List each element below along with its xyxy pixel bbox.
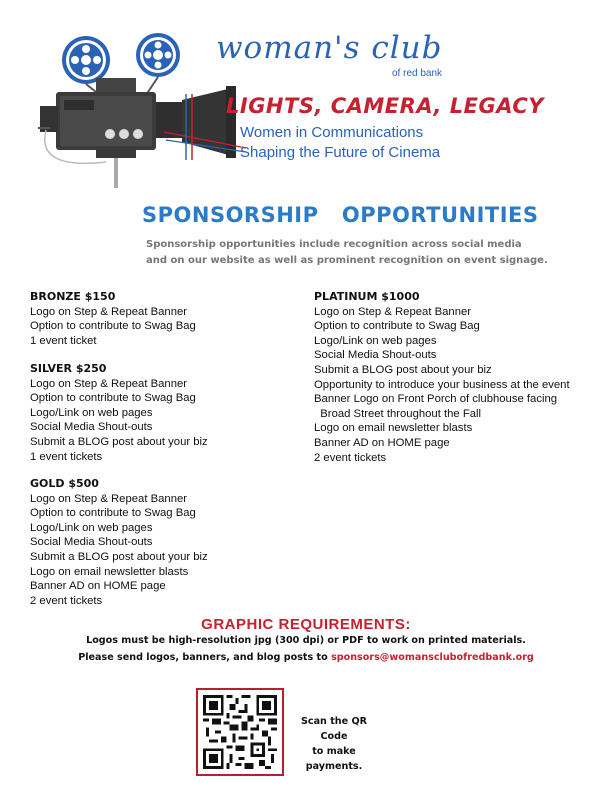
tier-gold [30, 477, 208, 608]
benefit-item: Logo/Link on web pages [30, 406, 153, 419]
benefit-item: Submit a BLOG post about your biz [30, 550, 208, 563]
benefit-item: Logo on Step & Repeat Banner [30, 377, 188, 390]
benefit-item: Banner AD on HOME page [30, 580, 166, 593]
sponsorship-title: SPONSORSHIP OPPORTUNITIES [142, 203, 539, 227]
sponsor-email-link[interactable]: sponsors@womansclubofredbank.org [331, 652, 534, 663]
benefit-item: Broad Street throughout the Fall [314, 407, 482, 420]
benefit-item: Social Media Shout-outs [30, 536, 153, 549]
benefit-item: 1 event ticket [30, 334, 97, 347]
qr-instructions-line-2: to make payments. [305, 746, 363, 772]
benefit-item: Logo on email newsletter blasts [30, 565, 189, 578]
graphic-requirements-line-2 [0, 652, 612, 663]
benefit-item: Social Media Shout-outs [30, 421, 153, 434]
graphic-requirements-line-2-text: Please send logos, banners, and blog posts to [78, 652, 332, 663]
benefit-item: Submit a BLOG post about your biz [314, 363, 492, 376]
benefit-item: Submit a BLOG post about your biz [30, 435, 208, 448]
benefit-item: Banner Logo on Front Porch of clubhouse facing [314, 393, 558, 406]
benefit-item: Logo on Step & Repeat Banner [30, 492, 188, 505]
qr-instructions [296, 714, 372, 774]
film-camera-icon [36, 30, 246, 188]
graphic-requirements-line-1: Logos must be high-resolution jpg (300 dpi) or PDF to work on printed materials. [86, 635, 526, 646]
tier-title: PLATINUM $1000 [314, 290, 420, 303]
benefit-item: Option to contribute to Swag Bag [30, 507, 196, 520]
tier-silver [30, 362, 208, 464]
qr-code-icon [203, 695, 277, 769]
benefit-item: Logo/Link on web pages [30, 521, 153, 534]
benefit-item: Logo on Step & Repeat Banner [30, 305, 188, 318]
club-name-logo: woman's club [216, 30, 443, 66]
tier-platinum [314, 290, 570, 465]
event-title: LIGHTS, CAMERA, LEGACY [226, 94, 544, 118]
qr-instructions-line-1: Scan the QR Code [300, 716, 368, 742]
tier-bronze [30, 290, 196, 348]
benefit-item: 1 event tickets [30, 450, 103, 463]
benefit-item: Option to contribute to Swag Bag [30, 320, 196, 333]
benefit-item: Social Media Shout-outs [314, 349, 437, 362]
benefit-item: Option to contribute to Swag Bag [314, 320, 480, 333]
graphic-requirements-title: GRAPHIC REQUIREMENTS: [201, 616, 411, 633]
benefit-item: Opportunity to introduce your business at the event [314, 378, 570, 391]
tier-title: SILVER $250 [30, 362, 107, 375]
benefit-item: Logo/Link on web pages [314, 334, 437, 347]
qr-code-frame[interactable] [196, 688, 284, 776]
benefit-item: Logo on email newsletter blasts [314, 422, 473, 435]
event-subtitle-1: Women in Communications [240, 124, 424, 141]
benefit-item: Banner AD on HOME page [314, 436, 450, 449]
benefit-item: Logo on Step & Repeat Banner [314, 305, 472, 318]
tier-benefits-list [314, 305, 570, 466]
tier-benefits-list [30, 377, 208, 465]
tier-benefits-list [30, 305, 196, 349]
benefit-item: 2 event tickets [314, 451, 387, 464]
club-subtitle: of red bank [392, 68, 443, 79]
benefit-item: 2 event tickets [30, 594, 103, 607]
sponsorship-intro-line-1: Sponsorship opportunities include recognition across social media [146, 239, 522, 250]
benefit-item: Option to contribute to Swag Bag [30, 392, 196, 405]
tier-benefits-list [30, 492, 208, 609]
sponsorship-intro-line-2: and on our website as well as prominent recognition on event signage. [146, 255, 548, 266]
event-subtitle-2: Shaping the Future of Cinema [240, 144, 441, 161]
tier-title: GOLD $500 [30, 477, 99, 490]
tier-title: BRONZE $150 [30, 290, 116, 303]
